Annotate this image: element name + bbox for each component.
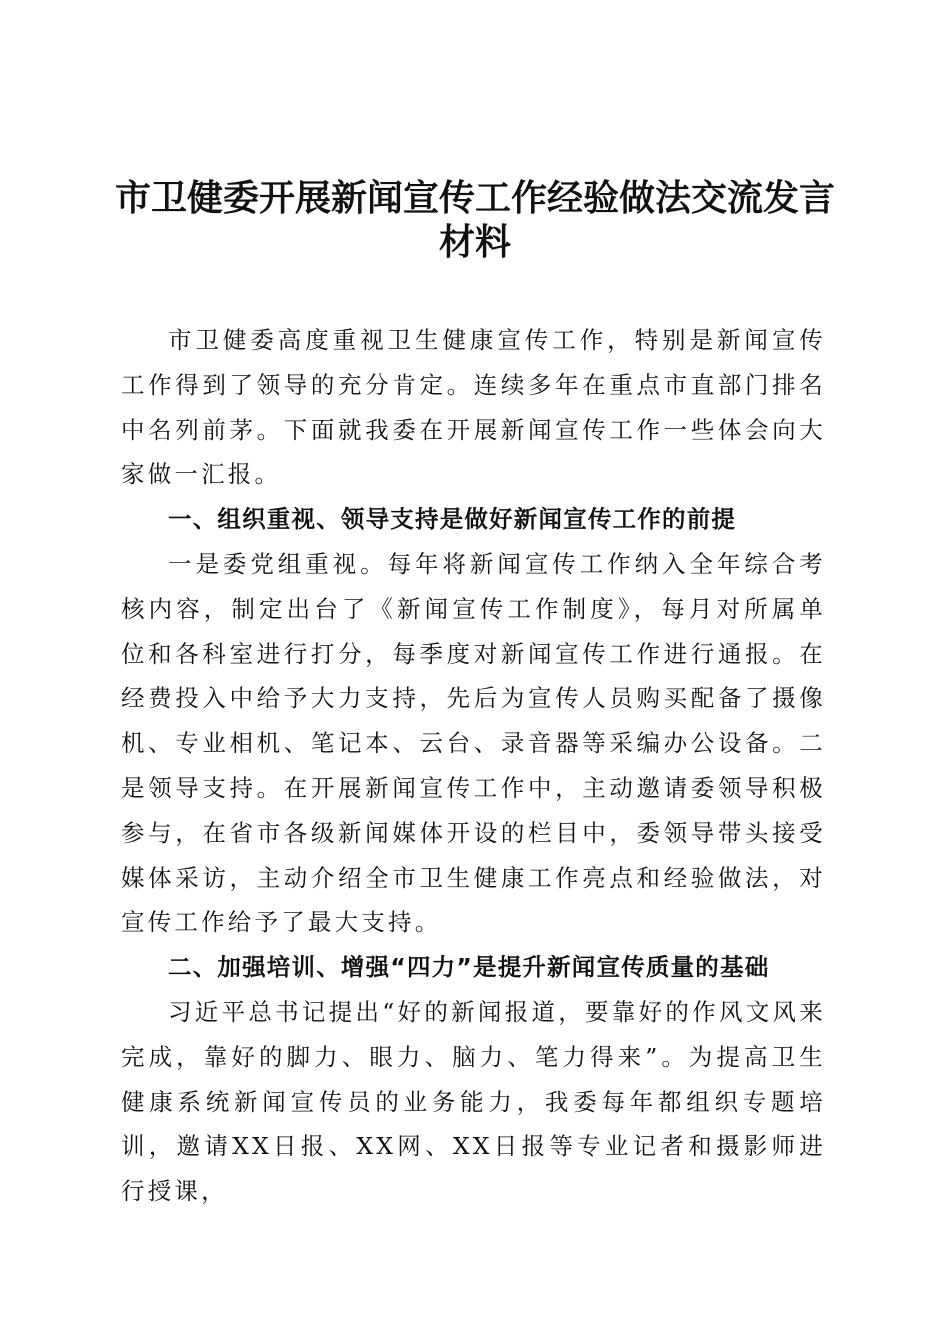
section-1-heading: 一、组织重视、领导支持是做好新闻宣传工作的前提: [168, 505, 737, 534]
document-title: 市卫健委开展新闻宣传工作经验做法交流发言材料: [114, 177, 835, 263]
section-1-paragraph: 一是委党组重视。每年将新闻宣传工作纳入全年综合考核内容，制定出台了《新闻宣传工作制度》，每月对所属单位和各科室进行打分，每季度对新闻宣传工作进行通报。在经费投入中给予大力支持，先后为宣传人员购买配备了摄像机、专业相机、笔记本、云台、录音器等采编办公设备。二是领导支持。在开展新闻宣传工作中，主动邀请委领导积极参与，在省市各级新闻媒体开设的栏目中，委领导带头接受媒体采访，主动介绍全市卫生健康工作亮点和经验做法，对宣传工作给予了最大支持。: [121, 549, 826, 937]
section-2-paragraph: 习近平总书记提出“好的新闻报道，要靠好的作风文风来完成，靠好的脚力、眼力、脑力、笔力得来”。为提高卫生健康系统新闻宣传员的业务能力，我委每年都组织专题培训，邀请XX日报、XX网、XX日报等专业记者和摄影师进行授课，: [121, 997, 826, 1206]
intro-paragraph: 市卫健委高度重视卫生健康宣传工作，特别是新闻宣传工作得到了领导的充分肯定。连续多年在重点市直部门排名中名列前茅。下面就我委在开展新闻宣传工作一些体会向大家做一汇报。: [121, 326, 826, 489]
section-2-heading: 二、加强培训、增强“四力”是提升新闻宣传质量的基础: [168, 953, 770, 982]
document-body: [121, 318, 826, 1214]
